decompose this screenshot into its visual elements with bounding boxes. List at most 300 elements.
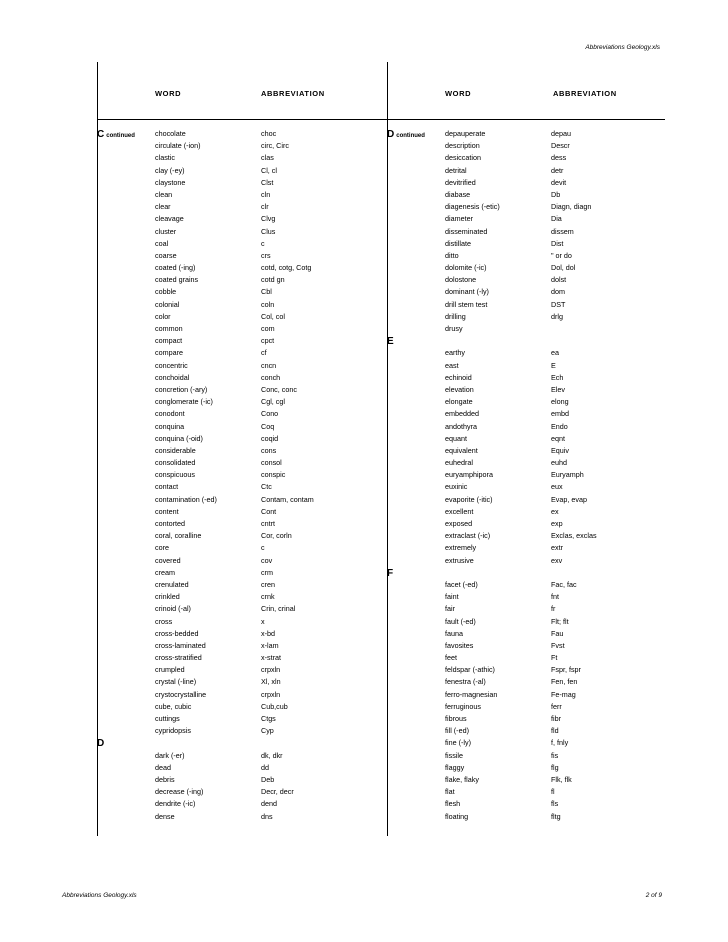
abbreviation-cell: dissem (551, 226, 574, 236)
abbreviation-cell: Conc, conc (261, 384, 297, 394)
abbreviation-cell: Col, col (261, 311, 285, 321)
word-cell: fenestra (-al) (445, 677, 486, 687)
word-cell: conodont (155, 409, 185, 419)
table-row (155, 335, 355, 347)
abbreviation-cell: coln (261, 299, 275, 309)
abbreviation-cell: crm (261, 567, 273, 577)
table-row (155, 811, 355, 823)
table-row (445, 530, 645, 542)
abbreviation-cell: Cub,cub (261, 701, 288, 711)
word-cell: extraclast (-ic) (445, 531, 491, 541)
abbreviation-cell: Coq (261, 421, 275, 431)
word-cell: color (155, 311, 171, 321)
table-row (155, 323, 355, 335)
table-row (445, 311, 645, 323)
table-row (97, 737, 355, 750)
abbreviation-cell: Db (551, 189, 561, 199)
abbreviation-cell: Ctgs (261, 714, 276, 723)
word-cell: evaporite (-itic) (445, 494, 493, 504)
word-cell: crystal (-line) (155, 677, 197, 687)
word-cell: contamination (-ed) (155, 494, 217, 504)
abbreviation-cell: Ech (551, 372, 564, 382)
left-word-header: WORD (155, 89, 182, 98)
abbreviation-cell: fld (551, 726, 559, 736)
abbreviation-cell: Flk, flk (551, 774, 572, 784)
header-underline-right (387, 119, 665, 120)
word-cell: description (445, 141, 480, 151)
table-row (155, 652, 355, 664)
table-row (445, 762, 645, 774)
abbreviation-cell: cren (261, 579, 275, 589)
table-row (445, 421, 645, 433)
abbreviation-cell: exv (551, 555, 563, 565)
table-row (445, 347, 645, 359)
word-cell: fault (-ed) (445, 616, 476, 626)
table-row (445, 457, 645, 469)
table-row (445, 299, 645, 311)
table-row (155, 713, 355, 725)
table-row (445, 396, 645, 408)
table-row (445, 713, 645, 725)
abbreviation-cell: extr (551, 543, 563, 553)
table-row (445, 177, 645, 189)
section-letter (97, 128, 135, 143)
word-cell: crinoid (-al) (155, 604, 191, 614)
table-row (155, 494, 355, 506)
word-cell: conchoidal (155, 372, 190, 382)
table-row (155, 347, 355, 359)
abbreviation-cell: x-lam (261, 640, 279, 650)
abbreviation-cell: Evap, evap (551, 494, 587, 504)
word-cell: coal (155, 238, 169, 248)
abbreviation-cell: Cbl (261, 287, 272, 297)
abbreviation-cell: Cl, cl (261, 165, 277, 175)
abbreviation-cell: detr (551, 165, 564, 175)
abbreviation-cell: " or do (551, 250, 572, 260)
abbreviation-cell: Equiv (551, 445, 569, 455)
word-cell: devitrified (445, 177, 476, 187)
word-cell: concretion (-ary) (155, 384, 208, 394)
abbreviation-cell: conch (261, 372, 281, 382)
table-row (445, 152, 645, 164)
word-cell: consolidated (155, 458, 196, 468)
word-cell: coated grains (155, 275, 199, 285)
table-row (445, 226, 645, 238)
abbreviation-cell: cncn (261, 360, 277, 370)
table-row (445, 494, 645, 506)
word-cell: crinkled (155, 592, 180, 602)
table-row (445, 262, 645, 274)
table-row (445, 737, 645, 749)
table-row (155, 189, 355, 201)
table-row (155, 786, 355, 798)
table-row (445, 664, 645, 676)
word-cell: clean (155, 189, 173, 199)
table-row (445, 286, 645, 298)
word-cell: fissile (445, 750, 463, 760)
abbreviation-cell: Cgl, cgl (261, 397, 285, 407)
table-row (155, 725, 355, 737)
abbreviation-cell: crpxln (261, 665, 281, 675)
table-row (155, 518, 355, 530)
word-cell: detrital (445, 165, 467, 175)
abbreviation-cell: devit (551, 177, 567, 187)
table-row (155, 238, 355, 250)
word-cell: core (155, 543, 169, 553)
word-cell: crystocrystalline (155, 689, 207, 699)
abbreviation-cell: ex (551, 506, 559, 516)
word-cell: contact (155, 482, 179, 492)
word-cell: east (445, 360, 459, 370)
word-cell: crumpled (155, 665, 185, 675)
table-row (445, 274, 645, 286)
abbreviation-cell: clr (261, 202, 269, 212)
word-cell: decrease (-ing) (155, 787, 204, 797)
abbreviation-cell: fibr (551, 714, 561, 723)
abbreviation-cell: Fau (551, 628, 564, 638)
table-row (155, 201, 355, 213)
table-row (155, 421, 355, 433)
word-cell: clear (155, 202, 171, 212)
table-row (155, 165, 355, 177)
abbreviation-cell: dess (551, 153, 567, 163)
word-cell: drilling (445, 311, 466, 321)
abbreviation-cell: drlg (551, 311, 563, 321)
abbreviation-cell: cntrt (261, 519, 275, 528)
section-letter-text: F (387, 567, 394, 579)
word-cell: flesh (445, 799, 461, 809)
abbreviation-cell: elong (551, 397, 569, 407)
table-row (445, 238, 645, 250)
word-cell: conglomerate (-ic) (155, 397, 213, 407)
table-row (155, 774, 355, 786)
abbreviation-cell: Flt; flt (551, 616, 569, 626)
abbreviation-cell: Clus (261, 226, 276, 236)
abbreviation-cell: fnt (551, 592, 559, 602)
header-file-title: Abbreviations Geology.xls (585, 44, 660, 51)
word-cell: dolomite (-ic) (445, 263, 487, 273)
table-row (155, 506, 355, 518)
section-letter (387, 567, 393, 580)
word-cell: dead (155, 762, 171, 772)
section-letter (97, 737, 104, 750)
abbreviation-cell: clas (261, 153, 274, 163)
word-cell: cross-bedded (155, 628, 199, 638)
word-cell: faint (445, 592, 459, 602)
word-cell: cross (155, 616, 173, 626)
word-cell: cleavage (155, 214, 184, 224)
word-cell: desiccation (445, 153, 481, 163)
table-row (155, 664, 355, 676)
word-cell: conspicuous (155, 470, 195, 480)
word-cell: colonial (155, 299, 180, 309)
abbreviation-cell: Cyp (261, 726, 274, 736)
abbreviation-cell: crnk (261, 592, 275, 602)
abbreviation-cell: embd (551, 409, 569, 419)
word-cell: covered (155, 555, 181, 565)
table-row (445, 640, 645, 652)
table-row (445, 542, 645, 554)
header-underline-left (97, 119, 387, 120)
abbreviation-cell: Contam, contam (261, 494, 314, 504)
abbreviation-cell: eqnt (551, 433, 565, 443)
abbreviation-cell: circ, Circ (261, 141, 289, 151)
table-row (155, 226, 355, 238)
table-row (155, 262, 355, 274)
left-abbreviation-header: ABBREVIATION (261, 89, 325, 98)
table-row (387, 335, 645, 348)
abbreviation-cell: cov (261, 555, 273, 565)
table-row (445, 445, 645, 457)
abbreviation-cell: conspic (261, 470, 286, 480)
word-cell: ferro-magnesian (445, 689, 498, 699)
word-cell: conquina (-oid) (155, 433, 203, 443)
section-continued-note: continued (396, 133, 425, 139)
abbreviation-cell: Fen, fen (551, 677, 578, 687)
table-row (155, 286, 355, 298)
abbreviation-cell: cons (261, 445, 277, 455)
word-cell: dolostone (445, 275, 477, 285)
table-row (445, 811, 645, 823)
table-row (155, 530, 355, 542)
footer-page-number: 2 of 9 (645, 892, 662, 899)
word-cell: crenulated (155, 579, 189, 589)
word-cell: euryamphipora (445, 470, 493, 480)
table-row (155, 603, 355, 615)
table-row (445, 518, 645, 530)
word-cell: flake, flaky (445, 774, 479, 784)
right-abbreviation-header: ABBREVIATION (553, 89, 617, 98)
word-cell: feldspar (-athic) (445, 665, 495, 675)
abbreviation-cell: Diagn, diagn (551, 202, 592, 212)
word-cell: diagenesis (-etic) (445, 202, 500, 212)
table-row (445, 798, 645, 810)
word-cell: fibrous (445, 714, 467, 723)
word-cell: drusy (445, 324, 463, 333)
table-row (445, 384, 645, 396)
word-cell: disseminated (445, 226, 488, 236)
abbreviation-cell: Decr, decr (261, 787, 294, 797)
section-letter (387, 128, 425, 143)
table-row (445, 469, 645, 481)
word-cell: euhedral (445, 458, 473, 468)
table-row (155, 616, 355, 628)
abbreviation-cell: c (261, 543, 265, 553)
abbreviation-cell: fl (551, 787, 555, 797)
word-cell: cube, cubic (155, 701, 192, 711)
table-row (155, 798, 355, 810)
section-letter-text: D (97, 738, 105, 750)
table-row (445, 165, 645, 177)
abbreviation-cell: Ctc (261, 482, 272, 492)
table-row (445, 140, 645, 152)
abbreviation-cell: f, fnly (551, 738, 569, 748)
abbreviation-cell: c (261, 238, 265, 248)
section-letter (387, 335, 394, 348)
table-row (155, 628, 355, 640)
word-cell: flaggy (445, 762, 465, 772)
table-row (445, 616, 645, 628)
word-cell: floating (445, 811, 469, 821)
abbreviation-cell: Crin, crinal (261, 604, 296, 614)
abbreviation-cell: cotd gn (261, 275, 285, 285)
table-row (445, 579, 645, 591)
word-cell: fair (445, 604, 455, 614)
abbreviation-cell: depau (551, 129, 571, 138)
abbreviation-cell: Ft (551, 653, 558, 663)
word-cell: earthy (445, 348, 465, 358)
table-row (155, 542, 355, 554)
word-cell: considerable (155, 445, 196, 455)
word-cell: favosites (445, 640, 474, 650)
word-cell: clay (-ey) (155, 165, 185, 175)
abbreviation-cell: Descr (551, 141, 570, 151)
table-row (445, 750, 645, 762)
abbreviation-cell: Fe-mag (551, 689, 576, 699)
table-row (155, 250, 355, 262)
word-cell: claystone (155, 177, 186, 187)
abbreviation-cell: exp (551, 519, 563, 528)
table-row (155, 567, 355, 579)
table-row (387, 567, 645, 579)
word-cell: depauperate (445, 129, 486, 138)
word-cell: cross-laminated (155, 640, 206, 650)
table-row (155, 701, 355, 713)
footer-file-title: Abbreviations Geology.xls (62, 892, 137, 899)
word-cell: fill (-ed) (445, 726, 469, 736)
word-cell: facet (-ed) (445, 579, 478, 589)
word-cell: extrusive (445, 555, 474, 565)
abbreviation-cell: x (261, 616, 265, 626)
section-letter-text: C (97, 129, 105, 140)
table-row (445, 689, 645, 701)
abbreviation-cell: Exclas, exclas (551, 531, 597, 541)
word-cell: chocolate (155, 129, 186, 138)
table-row (155, 177, 355, 189)
abbreviation-cell: com (261, 324, 275, 333)
word-cell: embedded (445, 409, 479, 419)
table-row (155, 140, 355, 152)
table-row (155, 445, 355, 457)
abbreviation-cell: Xl, xln (261, 677, 281, 687)
table-row (445, 189, 645, 201)
abbreviation-cell: fls (551, 799, 559, 809)
section-letter-text: D (387, 129, 395, 140)
word-cell: dominant (-ly) (445, 287, 489, 297)
table-row (445, 481, 645, 493)
abbreviation-cell: Fspr, fspr (551, 665, 581, 675)
table-row (155, 555, 355, 567)
abbreviation-cell: dend (261, 799, 277, 809)
abbreviation-cell: Dia (551, 214, 562, 224)
word-cell: extremely (445, 543, 477, 553)
table-row (445, 408, 645, 420)
table-row (155, 469, 355, 481)
table-row (97, 128, 355, 140)
word-cell: circulate (-ion) (155, 141, 201, 151)
table-row (155, 457, 355, 469)
abbreviation-cell: dom (551, 287, 565, 297)
abbreviation-cell: Cono (261, 409, 279, 419)
word-cell: andothyra (445, 421, 477, 431)
word-cell: clastic (155, 153, 175, 163)
table-row (155, 591, 355, 603)
table-row (445, 701, 645, 713)
word-cell: dark (-er) (155, 750, 185, 760)
abbreviation-cell: E (551, 360, 556, 370)
abbreviation-cell: flg (551, 762, 559, 772)
abbreviation-cell: dk, dkr (261, 750, 283, 760)
abbreviation-cell: eux (551, 482, 563, 492)
word-cell: dendrite (-ic) (155, 799, 196, 809)
table-row (155, 433, 355, 445)
abbreviation-cell: Elev (551, 384, 565, 394)
abbreviation-cell: Clst (261, 177, 274, 187)
table-row (155, 213, 355, 225)
table-row (387, 128, 645, 140)
word-cell: elevation (445, 384, 474, 394)
abbreviation-cell: Dol, dol (551, 263, 576, 273)
abbreviation-cell: dolst (551, 275, 567, 285)
abbreviation-cell: Fvst (551, 640, 565, 650)
table-row (445, 360, 645, 372)
abbreviation-cell: Cor, corln (261, 531, 292, 541)
table-row (445, 676, 645, 688)
word-cell: concentric (155, 360, 188, 370)
word-cell: conquina (155, 421, 185, 431)
table-row (155, 640, 355, 652)
word-cell: distillate (445, 238, 471, 248)
word-cell: feet (445, 653, 457, 663)
abbreviation-cell: Fac, fac (551, 579, 577, 589)
word-cell: coated (-ing) (155, 263, 196, 273)
table-row (155, 360, 355, 372)
abbreviation-cell: consol (261, 458, 282, 468)
abbreviation-cell: crpxln (261, 689, 281, 699)
word-cell: ferruginous (445, 701, 481, 711)
word-cell: exposed (445, 519, 473, 528)
table-row (155, 384, 355, 396)
table-row (445, 628, 645, 640)
word-cell: coral, coralline (155, 531, 202, 541)
word-cell: euxinic (445, 482, 468, 492)
word-cell: diabase (445, 189, 471, 199)
table-row (445, 591, 645, 603)
left-entries-column (97, 128, 355, 823)
abbreviation-cell: cpct (261, 336, 275, 346)
abbreviation-cell: dd (261, 762, 269, 772)
word-cell: cuttings (155, 714, 180, 723)
table-row (445, 603, 645, 615)
abbreviation-cell: choc (261, 129, 277, 138)
word-cell: common (155, 324, 183, 333)
abbreviation-cell: x-strat (261, 653, 281, 663)
abbreviation-cell: x-bd (261, 628, 275, 638)
section-continued-note: continued (106, 133, 135, 139)
abbreviation-cell: cotd, cotg, Cotg (261, 263, 312, 273)
word-cell: diameter (445, 214, 473, 224)
table-row (155, 762, 355, 774)
abbreviation-cell: Endo (551, 421, 568, 431)
word-cell: equant (445, 433, 467, 443)
abbreviation-cell: cf (261, 348, 267, 358)
word-cell: cream (155, 567, 175, 577)
right-word-header: WORD (445, 89, 472, 98)
word-cell: cross-stratified (155, 653, 202, 663)
table-row (445, 213, 645, 225)
table-row (155, 579, 355, 591)
right-entries-column (387, 128, 645, 823)
